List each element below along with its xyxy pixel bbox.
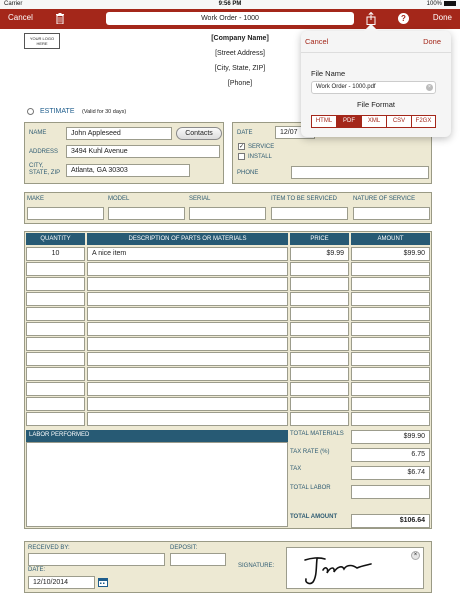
footer-date-label: DATE: (28, 567, 46, 573)
nature-of-service-field[interactable] (353, 207, 430, 220)
file-format-label: File Format (357, 100, 395, 109)
quantity-cell[interactable] (26, 262, 85, 276)
model-label: MODEL (108, 196, 130, 202)
description-cell[interactable] (87, 352, 288, 366)
signature-drawing (297, 552, 377, 586)
format-option-pdf[interactable]: PDF (336, 115, 362, 128)
signature-pad[interactable] (286, 547, 424, 589)
format-option-f2gx[interactable]: F2GX (411, 115, 436, 128)
serial-label: SERIAL (189, 196, 211, 202)
order-date-field[interactable]: 12/07 (275, 126, 315, 139)
calendar-icon[interactable] (98, 577, 108, 587)
model-field[interactable] (108, 207, 185, 220)
description-cell[interactable] (87, 397, 288, 411)
carrier-label: Carrier (4, 1, 23, 7)
quantity-cell[interactable] (26, 277, 85, 291)
amount-cell[interactable] (351, 382, 430, 396)
equipment-panel (24, 192, 432, 224)
received-by-field[interactable] (28, 553, 165, 566)
tax-rate-label: TAX RATE (%) (290, 449, 330, 455)
price-cell[interactable] (290, 322, 349, 336)
description-cell[interactable] (87, 382, 288, 396)
clear-text-icon[interactable]: × (426, 84, 433, 91)
description-cell[interactable] (87, 337, 288, 351)
total-labor-label: TOTAL LABOR (290, 485, 331, 491)
labor-performed-label: LABOR PERFORMED (29, 432, 90, 438)
estimate-checkbox[interactable] (27, 108, 34, 115)
amount-cell[interactable] (351, 337, 430, 351)
popover-done-button[interactable]: Done (423, 37, 441, 46)
clock: 9:56 PM (218, 1, 242, 7)
item-to-service-label: ITEM TO BE SERVICED (271, 196, 338, 202)
company-phone[interactable]: [Phone] (227, 80, 253, 87)
price-cell[interactable] (290, 337, 349, 351)
tax-label: TAX (290, 466, 302, 472)
amount-cell[interactable] (351, 322, 430, 336)
description-cell[interactable] (87, 292, 288, 306)
trash-icon[interactable] (56, 13, 64, 24)
contacts-button[interactable]: Contacts (176, 127, 222, 140)
service-checkbox[interactable]: ✓ (239, 144, 245, 150)
price-cell[interactable]: $9.99 (290, 247, 349, 261)
description-cell[interactable]: A nice item (87, 247, 288, 261)
service-label: SERVICE (248, 144, 275, 150)
description-cell[interactable] (87, 277, 288, 291)
total-labor-field[interactable] (351, 485, 430, 499)
quantity-cell[interactable] (26, 292, 85, 306)
company-name[interactable]: [Company Name] (211, 35, 269, 42)
tax-rate-field[interactable]: 6.75 (351, 448, 430, 462)
estimate-label: ESTIMATE (40, 108, 75, 115)
company-street[interactable]: [Street Address] (215, 50, 265, 57)
format-option-html[interactable]: HTML (311, 115, 337, 128)
done-button[interactable]: Done (432, 13, 452, 22)
price-cell[interactable] (290, 292, 349, 306)
quantity-cell[interactable] (26, 382, 85, 396)
help-icon[interactable]: ? (398, 13, 409, 24)
description-cell[interactable] (87, 367, 288, 381)
customer-panel (24, 122, 224, 184)
format-option-xml[interactable]: XML (361, 115, 387, 128)
price-cell[interactable] (290, 262, 349, 276)
address-field[interactable]: 3494 Kuhl Avenue (66, 145, 220, 158)
description-header: DESCRIPTION OF PARTS OR MATERIALS (87, 233, 288, 245)
amount-cell[interactable] (351, 397, 430, 411)
format-option-csv[interactable]: CSV (386, 115, 412, 128)
nav-bar (0, 9, 460, 29)
document-title-field[interactable]: Work Order - 1000 (106, 12, 354, 25)
popover-cancel-button[interactable]: Cancel (305, 37, 329, 46)
price-cell[interactable] (290, 367, 349, 381)
amount-cell[interactable]: $99.90 (351, 247, 430, 261)
quantity-cell[interactable]: 10 (26, 247, 85, 261)
battery-percent: 100% (426, 1, 442, 8)
battery-icon (444, 1, 456, 6)
quantity-cell[interactable] (26, 352, 85, 366)
item-to-service-field[interactable] (271, 207, 348, 220)
install-label: INSTALL (248, 154, 272, 160)
price-cell[interactable] (290, 412, 349, 426)
quantity-cell[interactable] (26, 412, 85, 426)
file-name-value: Work Order - 1000.pdf (316, 84, 376, 90)
popover-divider (301, 52, 451, 53)
file-name-label: File Name (311, 69, 346, 78)
description-cell[interactable] (87, 322, 288, 336)
phone-label: PHONE (237, 170, 259, 176)
export-popover (301, 31, 451, 137)
deposit-field[interactable] (170, 553, 226, 566)
price-cell[interactable] (290, 397, 349, 411)
serial-field[interactable] (189, 207, 266, 220)
company-city[interactable]: [City, State, ZIP] (214, 65, 266, 72)
file-name-field[interactable] (311, 81, 436, 94)
quantity-cell[interactable] (26, 337, 85, 351)
tax-value: $6.74 (351, 466, 430, 480)
price-cell[interactable] (290, 382, 349, 396)
estimate-validity-note: (Valid for 30 days) (82, 109, 127, 115)
quantity-cell[interactable] (26, 322, 85, 336)
address-label: ADDRESS (29, 149, 59, 155)
clear-signature-icon[interactable]: × (411, 551, 420, 560)
date-label: DATE (237, 130, 253, 136)
amount-cell[interactable] (351, 277, 430, 291)
battery-indicator (427, 1, 456, 7)
customer-name-field[interactable]: John Appleseed (66, 127, 172, 140)
make-label: MAKE (27, 196, 45, 202)
total-materials-label: TOTAL MATERIALS (290, 431, 344, 437)
price-cell[interactable] (290, 307, 349, 321)
install-checkbox[interactable] (238, 153, 245, 160)
footer-panel (24, 541, 432, 593)
amount-header: AMOUNT (351, 233, 430, 245)
total-materials-value: $99.90 (351, 430, 430, 444)
amount-cell[interactable] (351, 367, 430, 381)
description-cell[interactable] (87, 262, 288, 276)
quantity-cell[interactable] (26, 367, 85, 381)
name-label: NAME (29, 130, 47, 136)
nature-of-service-label: NATURE OF SERVICE (353, 196, 416, 202)
deposit-label: DEPOSIT: (170, 545, 198, 551)
amount-cell[interactable] (351, 307, 430, 321)
make-field[interactable] (27, 207, 104, 220)
cancel-button[interactable]: Cancel (8, 13, 33, 22)
total-amount-value: $106.64 (351, 514, 430, 528)
price-header: PRICE (290, 233, 349, 245)
received-by-label: RECEIVED BY: (28, 545, 70, 551)
amount-cell[interactable] (351, 352, 430, 366)
quantity-cell[interactable] (26, 397, 85, 411)
signature-label: SIGNATURE: (238, 563, 275, 569)
description-cell[interactable] (87, 412, 288, 426)
price-cell[interactable] (290, 352, 349, 366)
footer-date-field[interactable]: 12/10/2014 (28, 576, 95, 589)
status-bar (0, 0, 460, 9)
phone-field[interactable] (291, 166, 429, 179)
labor-performed-field[interactable] (26, 442, 288, 527)
quantity-header: QUANTITY (26, 233, 85, 245)
quantity-cell[interactable] (26, 307, 85, 321)
total-amount-label: TOTAL AMOUNT (290, 514, 338, 520)
amount-cell[interactable] (351, 292, 430, 306)
amount-cell[interactable] (351, 262, 430, 276)
price-cell[interactable] (290, 277, 349, 291)
logo-placeholder[interactable]: YOUR LOGO HERE (24, 33, 60, 49)
city-state-zip-label: CITY, STATE, ZIP (29, 163, 61, 176)
city-state-zip-field[interactable]: Atlanta, GA 30303 (66, 164, 190, 177)
amount-cell[interactable] (351, 412, 430, 426)
description-cell[interactable] (87, 307, 288, 321)
